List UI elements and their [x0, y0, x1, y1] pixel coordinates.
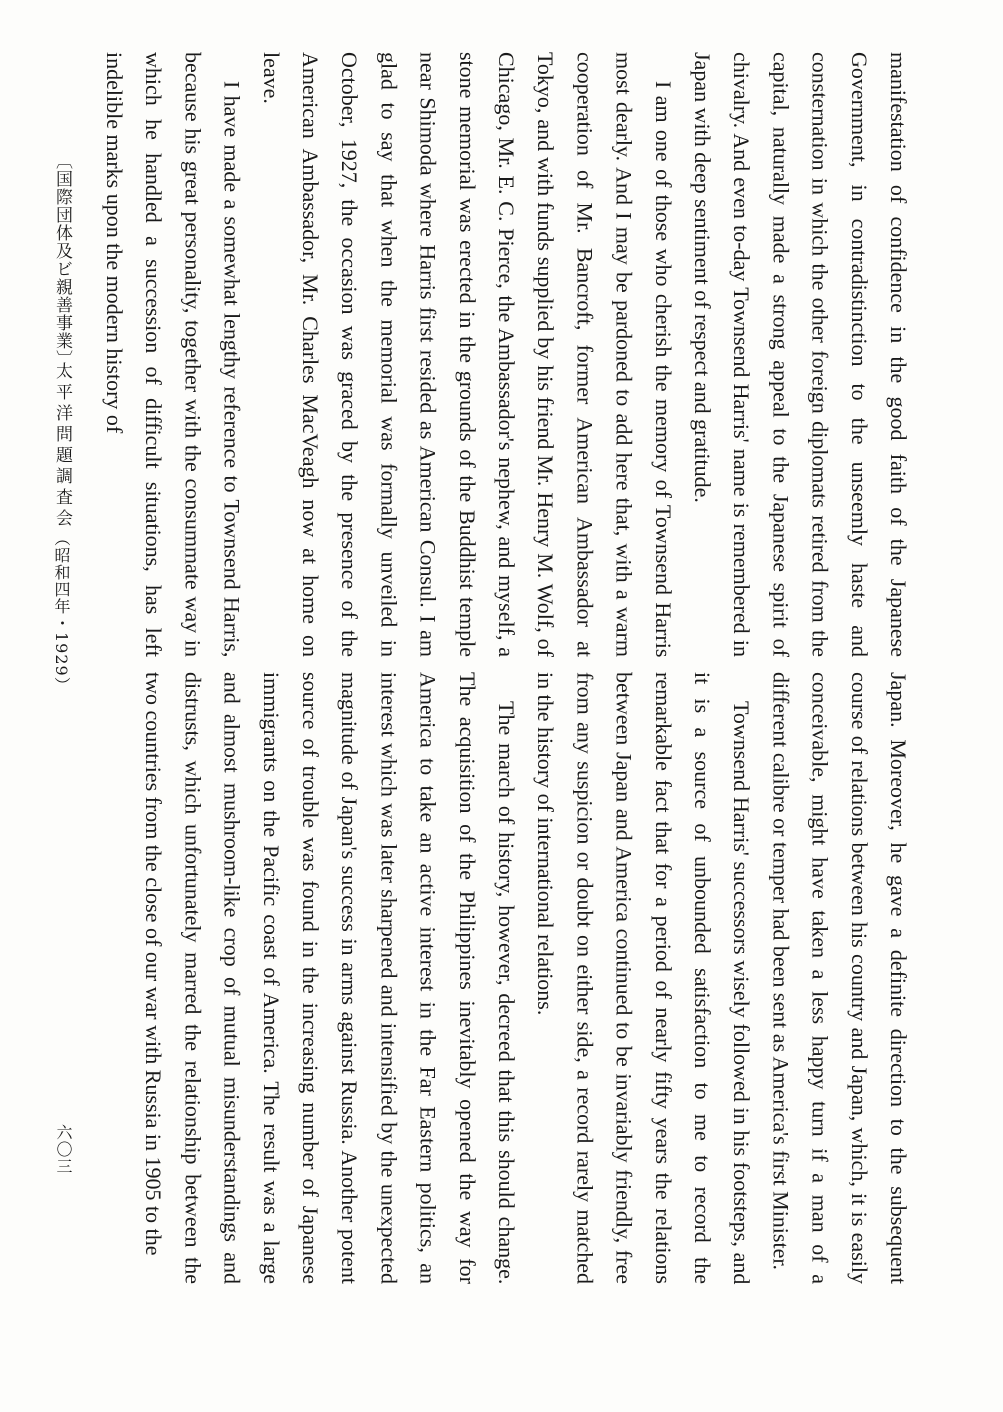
paragraph-memorial: I am one of those who cherish the memory of Townsend Harris most dearly. And I may be pardoned to add here that, with a warm cooperation of Mr. Bancroft, former American Ambassador at Tokyo, and with funds supplied by his friend Mr. Henry M. Wolf, of Chicago, Mr. E. C. Pierce, the Ambassador's nephew, and myself, a stone memorial was erected in the grounds of the Buddhist temple near Shimoda where Harris first resided as American Consul. I am glad to say that when the memorial was formally unveiled in October, 1927, the occasion was graced by the presence of the American Ambassador, Mr. Charles MacVeagh now at home on leave.: [258, 52, 676, 657]
paragraph-japan-direction: Japan. Moreover, he gave a definite direction to the subsequent course of relations between his country and Japan, which, it is easily conceivable, might have taken a less happy turn if a man of a different calibre or temper had been sent as America's first Minister.: [768, 672, 911, 1284]
series-title: 〔国際団体及ビ親善事業〕: [52, 152, 72, 368]
page-number: 六〇三: [54, 1124, 73, 1175]
paragraph-continuation: manifestation of confidence in the good faith of the Japanese Government, in contradistinction to the unseemly haste and consternation in which the other foreign diplomats retired from the capital, naturally made a strong appeal to the Japanese spirit of chivalry. And even to-day Townsend Harris' name is remembered in Japan with deep sentiment of respect and gratitude.: [689, 52, 911, 657]
paragraph-march-of-history: The march of history, however, decreed that this should change. The acquisition of the Philippines inevitably opened the way for America to take an active interest in the Far Eastern politics, an interest which was later sharpened and intensified by the unexpected magnitude of Japan's success in arms against Russia. Another potent source of trouble was found in the increasing number of Japanese immigrants on the Pacific coast of America. The result was a large and almost mushroom-like crop of mutual misunderstandings and distrusts, which unfortunately marred the relationship between the two countries from the close of our war with Russia in 1905 to the: [141, 672, 519, 1284]
paragraph-successors: Townsend Harris' successors wisely followed in his footsteps, and it is a source of unbounded satisfaction to me to record the remarkable fact that for a period of nearly fifty years the relations between Japan and America continued to be invariably friendly, free from any suspicion or doubt on either side, a record rarely matched in the history of international relations.: [533, 672, 755, 1284]
text-column-first: [101, 52, 918, 657]
text-column-second: [102, 672, 918, 1284]
paragraph-lengthy-reference: I have made a somewhat lengthy reference to Townsend Harris, because his great personality, together with the consummate way in which he handled a succession of difficult situations, has left indelible marks upon the modern history of: [101, 52, 245, 657]
publisher-name: 太平洋問題調査会: [52, 362, 72, 530]
publication-date: （昭和四年・1929）: [52, 530, 71, 694]
